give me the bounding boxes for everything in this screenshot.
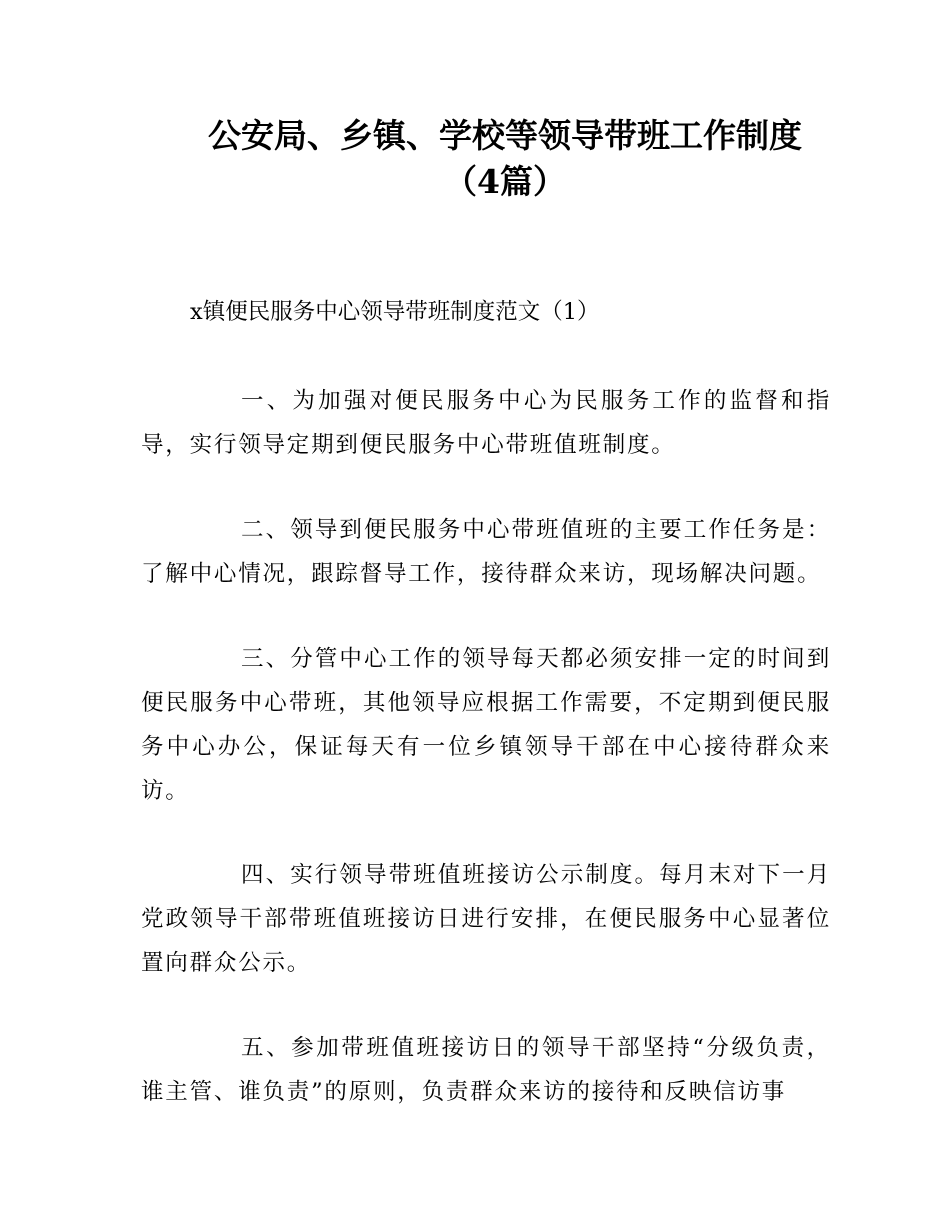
document-title: 公安局、乡镇、学校等领导带班工作制度 (208, 116, 802, 155)
paragraph-3: 三、分管中心工作的领导每天都必须安排一定的时间到便民服务中心带班，其他领导应根据工作需要，不定期到便民服务中心办公，保证每天有一位乡镇领导干部在中心接待群众来访。 (141, 646, 831, 804)
section-heading: x镇便民服务中心领导带班制度范文（1） (190, 299, 600, 325)
paragraph-4: 四、实行领导带班值班接访公示制度。每月末对下一月党政领导干部带班值班接访日进行安排，在便民服务中心显著位置向群众公示。 (141, 862, 831, 976)
paragraph-5: 五、参加带班值班接访日的领导干部坚持“分级负责，谁主管、谁负责”的原则，负责群众来访的接待和反映信访事 (141, 1035, 831, 1105)
document-title-count: （4篇） (444, 162, 566, 201)
paragraph-2: 二、领导到便民服务中心带班值班的主要工作任务是：了解中心情况，跟踪督导工作，接待群众来访，现场解决问题。 (141, 517, 831, 587)
paragraph-1: 一、为加强对便民服务中心为民服务工作的监督和指导，实行领导定期到便民服务中心带班值班制度。 (141, 388, 831, 458)
